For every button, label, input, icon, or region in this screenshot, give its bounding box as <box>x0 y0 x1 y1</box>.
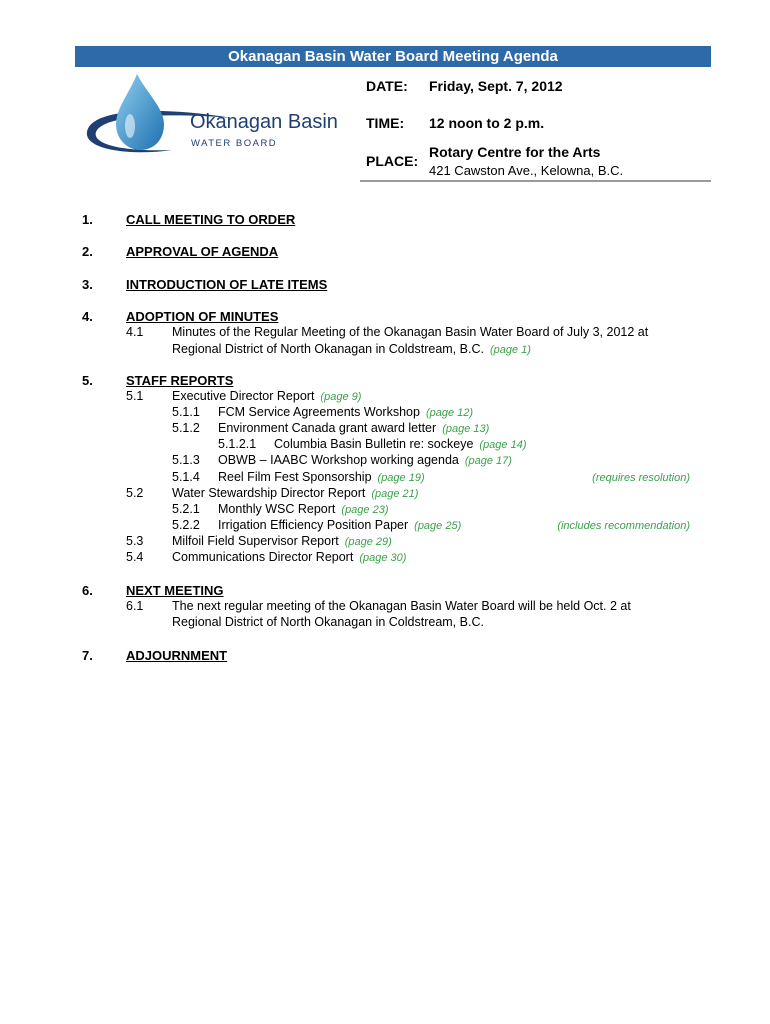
page-ref: (page 9) <box>320 391 362 403</box>
subitem-number: 5.1.2 <box>172 421 200 435</box>
subitem-text: Reel Film Fest Sponsorship (page 19) <box>218 470 425 484</box>
resolution-note: (requires resolution) <box>592 472 690 484</box>
time-value: 12 noon to 2 p.m. <box>429 115 545 131</box>
subitem-number: 5.1.4 <box>172 470 200 484</box>
item-number: 3. <box>82 277 93 292</box>
item-number: 5. <box>82 373 93 388</box>
item-heading: STAFF REPORTS <box>126 373 234 388</box>
page-ref: (page 29) <box>344 536 392 548</box>
subitem-number: 6.1 <box>126 599 144 613</box>
page-ref: (page 23) <box>341 504 389 516</box>
item-heading: CALL MEETING TO ORDER <box>126 212 296 227</box>
page-ref: (page 30) <box>359 552 407 564</box>
header-divider <box>360 180 711 182</box>
item-heading: APPROVAL OF AGENDA <box>126 244 279 259</box>
item-number: 2. <box>82 244 93 259</box>
place-address: 421 Cawston Ave., Kelowna, B.C. <box>429 163 624 178</box>
page-title: Okanagan Basin Water Board Meeting Agenda <box>75 46 711 67</box>
subitem-text: Minutes of the Regular Meeting of the Okanagan Basin Water Board of July 3, 2012 at <box>172 325 649 339</box>
subitem-text: FCM Service Agreements Workshop (page 12) <box>218 405 474 419</box>
subitem-number: 5.3 <box>126 534 144 548</box>
subitem-text: Irrigation Efficiency Position Paper (page 25) <box>218 518 462 532</box>
subitem-number: 5.1.2.1 <box>218 437 257 451</box>
subitem-number: 5.1 <box>126 389 144 403</box>
date-label: DATE: <box>366 78 408 94</box>
page-ref: (page 14) <box>479 439 527 451</box>
page-ref: (page 12) <box>425 407 474 419</box>
place-label: PLACE: <box>366 153 419 169</box>
subitem-number: 4.1 <box>126 325 144 339</box>
subitem-text-line2: Regional District of North Okanagan in Coldstream, B.C. <box>172 615 484 629</box>
subitem-text: Executive Director Report (page 9) <box>172 389 362 403</box>
recommendation-note: (includes recommendation) <box>557 520 690 532</box>
page-ref: (page 21) <box>371 488 419 500</box>
page-ref: (page 17) <box>464 455 512 467</box>
logo-name: Okanagan Basin <box>190 111 338 133</box>
item-heading: ADJOURNMENT <box>126 648 228 663</box>
date-value: Friday, Sept. 7, 2012 <box>429 78 563 94</box>
subitem-text: Columbia Basin Bulletin re: sockeye (page 14) <box>274 437 527 451</box>
subitem-text: OBWB – IAABC Workshop working agenda (page 17) <box>218 453 512 467</box>
subitem-number: 5.2.1 <box>172 502 200 516</box>
place-value: Rotary Centre for the Arts <box>429 144 601 160</box>
logo-subtitle: WATER BOARD <box>191 138 278 149</box>
subitem-text: The next regular meeting of the Okanagan Basin Water Board will be held Oct. 2 at <box>172 599 631 613</box>
time-label: TIME: <box>366 115 405 131</box>
subitem-text: Environment Canada grant award letter (page 13) <box>218 421 490 435</box>
item-heading: NEXT MEETING <box>126 583 224 598</box>
page-ref: (page 1) <box>489 344 531 356</box>
item-number: 6. <box>82 583 93 598</box>
item-number: 7. <box>82 648 93 663</box>
subitem-text: Monthly WSC Report (page 23) <box>218 502 389 516</box>
subitem-text: Communications Director Report (page 30) <box>172 550 407 564</box>
subitem-number: 5.2 <box>126 486 144 500</box>
subitem-text: Milfoil Field Supervisor Report (page 29) <box>172 534 392 548</box>
page-ref: (page 25) <box>414 520 462 532</box>
subitem-number: 5.2.2 <box>172 518 200 532</box>
item-number: 4. <box>82 309 93 324</box>
item-heading: INTRODUCTION OF LATE ITEMS <box>126 277 328 292</box>
subitem-number: 5.4 <box>126 550 144 564</box>
subitem-text: Water Stewardship Director Report (page 21) <box>172 486 419 500</box>
item-heading: ADOPTION OF MINUTES <box>126 309 279 324</box>
page-ref: (page 19) <box>377 472 425 484</box>
logo <box>82 70 362 170</box>
subitem-number: 5.1.1 <box>172 405 200 419</box>
item-number: 1. <box>82 212 93 227</box>
page-ref: (page 13) <box>442 423 490 435</box>
subitem-number: 5.1.3 <box>172 453 200 467</box>
subitem-text-line2: Regional District of North Okanagan in Coldstream, B.C. (page 1) <box>172 342 531 356</box>
